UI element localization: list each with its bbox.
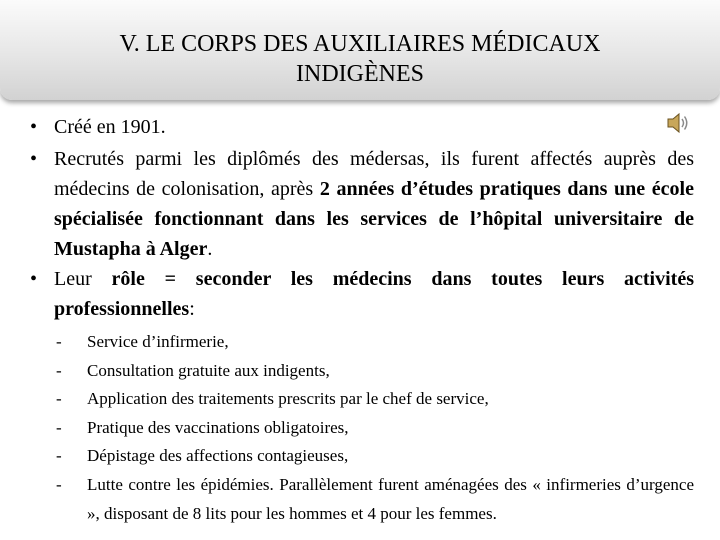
dash-marker: -: [56, 474, 62, 494]
sub-list: [56, 328, 694, 528]
bullet-recruited: [30, 144, 694, 264]
list-item: [56, 357, 694, 386]
bullet-text-part: :: [189, 298, 195, 320]
slide-title-line-2: INDIGÈNES: [296, 61, 424, 87]
slide-title-line-1: V. LE CORPS DES AUXILIAIRES MÉDICAUX: [119, 31, 601, 57]
bullet-text-part: Recrutés parmi les diplômés des médersas, ils furent affectés auprès des médecins de colonisation, après: [54, 148, 694, 200]
list-item-text: Dépistage des affections contagieuses,: [87, 446, 349, 466]
list-item: [56, 471, 694, 528]
list-item-text: Consultation gratuite aux indigents,: [87, 360, 330, 380]
bullet-text-part: .: [207, 238, 213, 260]
list-item: [56, 442, 694, 471]
dash-marker: -: [56, 417, 62, 437]
slide-title: [20, 29, 700, 89]
bullet-marker: •: [30, 268, 38, 290]
list-item-text: Service d’infirmerie,: [87, 332, 229, 351]
dash-marker: -: [56, 389, 62, 409]
list-item: [56, 328, 694, 357]
bullet-role: [30, 264, 694, 324]
bullet-marker: •: [30, 148, 38, 170]
bullet-text: [54, 144, 694, 264]
list-item-text: Pratique des vaccinations obligatoires,: [87, 417, 349, 437]
bullet-text-part: Leur: [54, 268, 112, 290]
bullet-text-bold: rôle = seconder les médecins dans toutes leurs activités professionnelles: [54, 268, 694, 320]
list-item: [56, 385, 694, 414]
dash-marker: -: [56, 332, 62, 351]
bullet-text: Créé en 1901.: [54, 116, 166, 138]
list-item-text: Lutte contre les épidémies. Parallèlement furent aménagées des « infirmeries d’urgence », disposant de 8 lits pour les hommes et 4 pour les femmes.: [87, 474, 694, 523]
dash-marker: -: [56, 360, 62, 380]
list-item-text: Application des traitements prescrits par le chef de service,: [87, 389, 489, 409]
dash-marker: -: [56, 446, 62, 466]
list-item: [56, 414, 694, 443]
bullet-created: [30, 112, 694, 142]
bullet-marker: •: [30, 116, 38, 138]
title-banner: [0, 0, 720, 100]
bullet-text-bold: 2 années d’études pratiques dans une école spécialisée fonctionnant dans les services de l’hôpital universitaire de Mustapha à Alger: [54, 178, 694, 260]
bullet-text: [54, 264, 694, 324]
